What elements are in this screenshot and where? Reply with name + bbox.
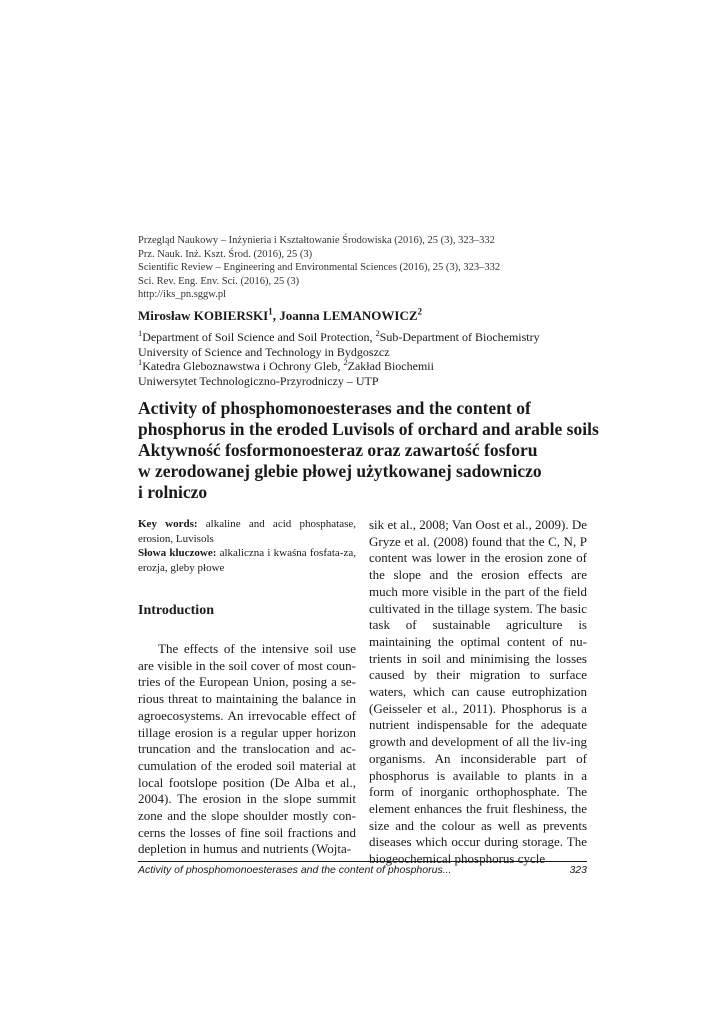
affiliation-mark: 2 (343, 358, 348, 367)
affiliation-mark: 1 (138, 329, 143, 338)
affiliations-block (138, 330, 540, 388)
author-affiliation-mark: 1 (268, 306, 273, 317)
journal-line: Prz. Nauk. Inż. Kszt. Środ. (2016), 25 (3) (138, 248, 313, 260)
affiliation-text: Department of Soil Science and Soil Protection, (142, 330, 376, 344)
journal-line: Scientific Review – Engineering and Environmental Sciences (2016), 25 (3), 323–332 (138, 262, 501, 273)
keywords-pl (138, 546, 356, 575)
affiliation-line (138, 374, 540, 389)
author-name: Joanna LEMANOWICZ (279, 308, 418, 323)
right-column (369, 517, 587, 868)
affiliation-text: Sub-Department of Biochemistry (379, 330, 540, 344)
keywords-label: Słowa kluczowe: (138, 547, 217, 559)
author-separator: , (272, 308, 280, 323)
article-title-line: phosphorus in the eroded Luvisols of orchard and arable soils (138, 419, 599, 439)
affiliation-mark: 1 (138, 358, 143, 367)
authors-line (138, 308, 422, 324)
article-title-block (138, 398, 598, 503)
affiliation-mark: 2 (375, 329, 380, 338)
article-title-line: Aktywność fosformonoesteraz oraz zawartość fosforu (138, 440, 538, 460)
journal-url[interactable]: http://iks_pn.sggw.pl (138, 289, 226, 300)
left-column (138, 517, 356, 858)
affiliation-text: Zakład Biochemii (347, 359, 434, 373)
affiliation-line (138, 345, 540, 360)
journal-line: Sci. Rev. Eng. Env. Sci. (2016), 25 (3) (138, 275, 300, 287)
journal-line: Przegląd Naukowy – Inżynieria i Kształtowanie Środowiska (2016), 25 (3), 323–332 (138, 235, 495, 246)
body-paragraph: sik et al., 2008; Van Oost et al., 2009). De Gryze et al. (2008) found that the C, N, P content was lower in the erosion zone of the slope and the erosion effects are much more visible in the part of the field cultivated in the tillage system. The basic task of sustainable agriculture is maintaining the optimal content of nu-trients in soil and minimising the losses caused by their migration to surface waters, which can cause eutrophization (Geisseler et al., 2011). Phosphorus is a nutrient indispensable for the adequate growth and development of all the liv-ing organisms. An inconsiderable part of phosphorus is available to plants in a form of inorganic orthophosphate. The element enhances the fruit fleshiness, the size and the colour as well as prevents diseases which occur during storage. The biogeochemical phosphorus cycle (369, 517, 587, 867)
body-paragraph: The effects of the intensive soil use are visible in the soil cover of most coun-tries of the European Union, posing a se-rious threat to maintaining the balance in agroecosystems. An irrevocable effect of tillage erosion is a regular upper horizon truncation and the translocation and ac-cumulation of the eroded soil material at local footslope position (De Alba et al., 2004). The erosion in the slope summit zone and the slope shoulder mostly con-cerns the losses of fine soil fractions and depletion in humus and nutrients (Wojta- (138, 641, 356, 857)
footer-divider (138, 861, 587, 862)
keywords-text: alkaliczna i kwaśna fosfata-za, erozja, gleby płowe (138, 547, 356, 574)
page-number: 323 (569, 864, 587, 876)
author-affiliation-mark: 2 (417, 306, 423, 317)
affiliation-text: Katedra Gleboznawstwa i Ochrony Gleb, (142, 359, 344, 373)
keywords-en (138, 517, 356, 546)
affiliation-line (138, 359, 540, 374)
article-title-line: i rolniczo (138, 482, 208, 502)
affiliation-text: Uniwersytet Technologiczno-Przyrodniczy – UTP (138, 373, 379, 388)
affiliation-text: University of Science and Technology in Bydgoszcz (138, 344, 390, 359)
journal-citation-block (138, 234, 500, 302)
section-heading: Introduction (138, 603, 214, 618)
keywords-label: Key words: (138, 518, 198, 530)
running-title: Activity of phosphomonoesterases and the content of phosphorus... (138, 864, 452, 876)
author-name: Mirosław KOBIERSKI (138, 308, 269, 323)
affiliation-line (138, 330, 540, 345)
article-title-line: Activity of phosphomonoesterases and the content of (138, 398, 531, 418)
keywords-text: alkaline and acid phosphatase, erosion, Luvisols (138, 518, 356, 545)
article-title-line: w zerodowanej glebie płowej użytkowanej sadowniczo (138, 461, 542, 481)
